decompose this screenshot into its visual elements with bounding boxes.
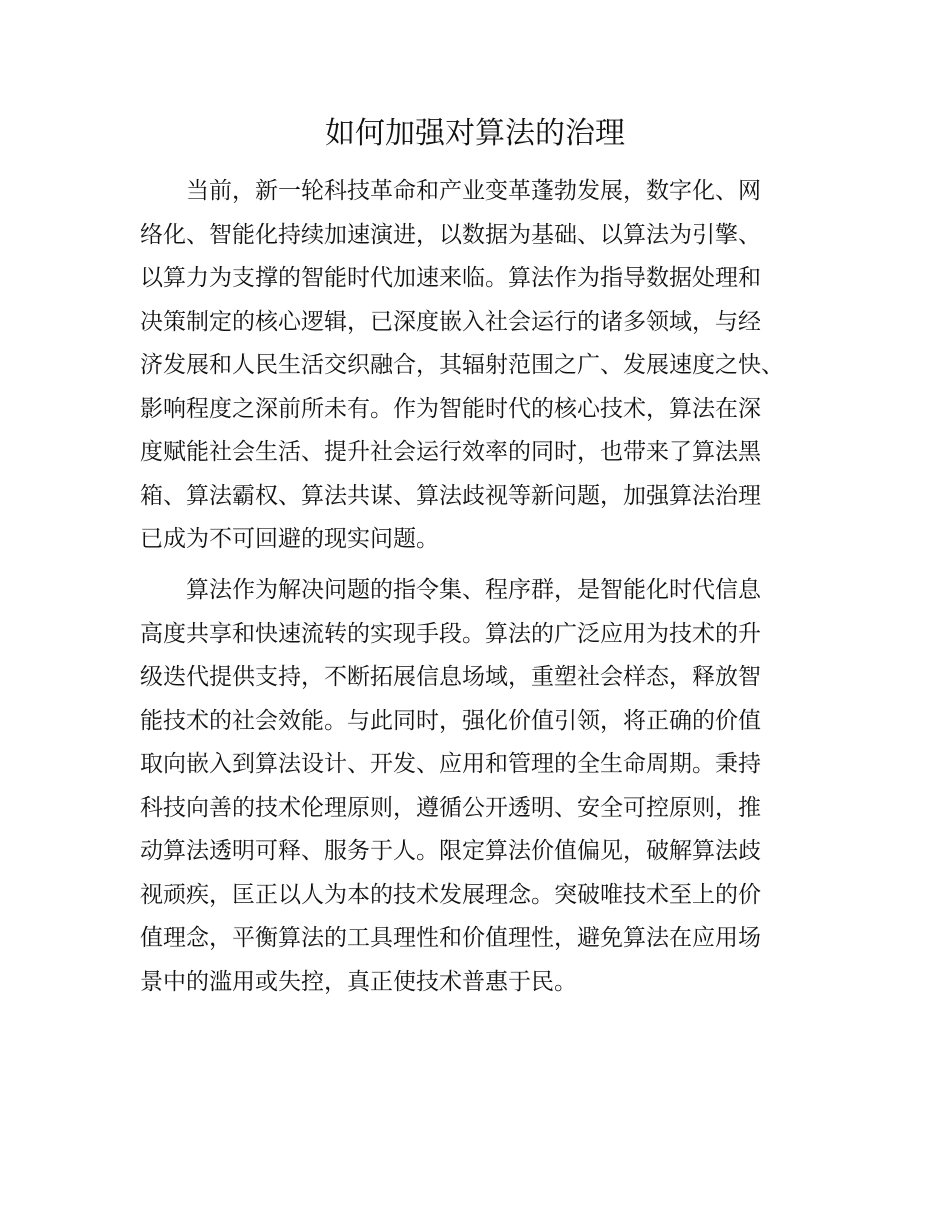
paragraph-line: 动算法透明可释、服务于人。限定算法价值偏见，破解算法歧 — [140, 838, 761, 864]
paragraph-line: 决策制定的核心逻辑，已深度嵌入社会运行的诸多领域，与经 — [140, 309, 761, 335]
paragraph-line: 景中的滥用或失控，真正使技术普惠于民。 — [140, 969, 577, 995]
paragraph-line: 取向嵌入到算法设计、开发、应用和管理的全生命周期。秉持 — [140, 751, 761, 777]
document-title: 如何加强对算法的治理 — [325, 116, 625, 151]
paragraph-line: 络化、智能化持续加速演进，以数据为基础、以算法为引擎、 — [140, 222, 761, 248]
paragraph-line: 科技向善的技术伦理原则，遵循公开透明、安全可控原则，推 — [140, 795, 761, 821]
paragraph-line: 已成为不可回避的现实问题。 — [140, 526, 439, 552]
paragraph-line: 影响程度之深前所未有。作为智能时代的核心技术，算法在深 — [140, 396, 761, 422]
paragraph-line: 算法作为解决问题的指令集、程序群，是智能化时代信息 — [186, 577, 761, 603]
paragraph-line: 度赋能社会生活、提升社会运行效率的同时，也带来了算法黑 — [140, 439, 761, 465]
paragraph-line: 级迭代提供支持，不断拓展信息场域，重塑社会样态，释放智 — [140, 664, 761, 690]
paragraph-line: 能技术的社会效能。与此同时，强化价值引领，将正确的价值 — [140, 708, 761, 734]
paragraph-line: 高度共享和快速流转的实现手段。算法的广泛应用为技术的升 — [140, 621, 761, 647]
paragraph-line: 值理念，平衡算法的工具理性和价值理性，避免算法在应用场 — [140, 925, 761, 951]
paragraph-line: 箱、算法霸权、算法共谋、算法歧视等新问题，加强算法治理 — [140, 483, 761, 509]
paragraph-line: 济发展和人民生活交织融合，其辐射范围之广、发展速度之快、 — [140, 352, 784, 378]
paragraph-line: 视顽疾，匡正以人为本的技术发展理念。突破唯技术至上的价 — [140, 882, 761, 908]
paragraph-line: 当前，新一轮科技革命和产业变革蓬勃发展，数字化、网 — [186, 178, 761, 204]
paragraph-line: 以算力为支撑的智能时代加速来临。算法作为指导数据处理和 — [140, 265, 761, 291]
